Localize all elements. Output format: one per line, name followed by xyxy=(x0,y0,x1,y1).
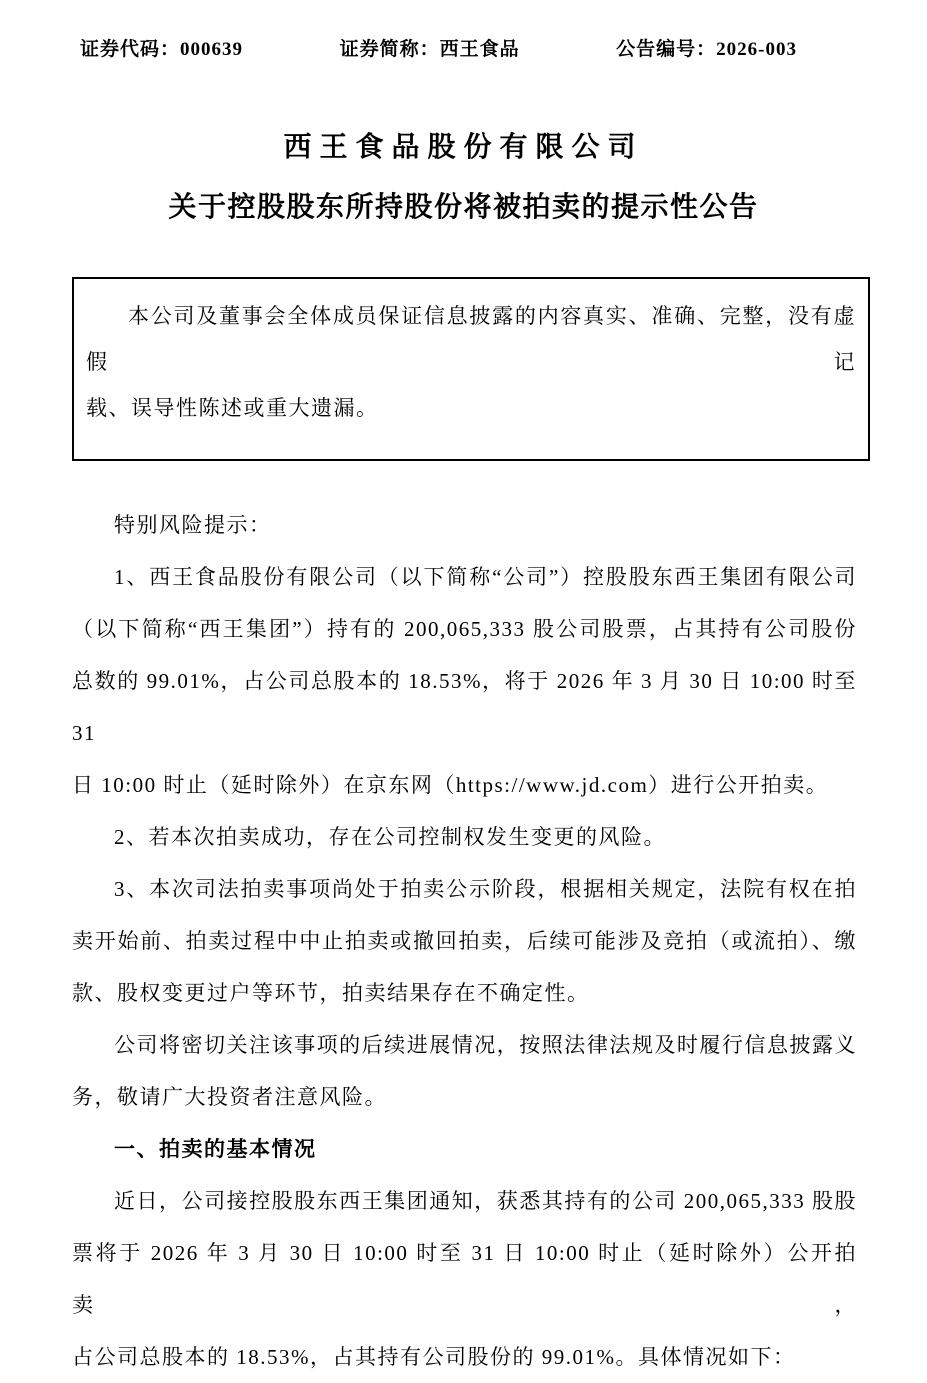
risk-item-3-line-1: 3、本次司法拍卖事项尚处于拍卖公示阶段，根据相关规定，法院有权在拍 xyxy=(114,877,857,901)
document-header xyxy=(80,34,797,61)
risk-item-3 xyxy=(72,863,857,1019)
risk-item-1-line-1: 1、西王食品股份有限公司（以下简称“公司”）控股股东西王集团有限公司 xyxy=(114,565,857,589)
announcement-page xyxy=(0,34,927,1369)
risk-item-1 xyxy=(72,551,857,811)
section-heading-1-line-1: 一、拍卖的基本情况 xyxy=(114,1137,317,1161)
section-heading-1 xyxy=(72,1123,857,1175)
risk-item-2-line-1: 2、若本次拍卖成功，存在公司控制权发生变更的风险。 xyxy=(114,825,666,849)
stock-code: 证券代码：000639 xyxy=(80,39,244,60)
follow-up-statement-line-1: 公司将密切关注该事项的后续进展情况，按照法律法规及时履行信息披露义 xyxy=(114,1033,857,1057)
document-body xyxy=(72,499,857,1383)
disclaimer-line-2: 载、误导性陈述或重大遗漏。 xyxy=(86,396,379,420)
special-risk-label-line-1: 特别风险提示： xyxy=(114,513,272,537)
risk-item-1-line-2: （以下简称“西王集团”）持有的 200,065,333 股公司股票，占其持有公司股份 xyxy=(72,617,857,641)
follow-up-statement-line-2: 务，敬请广大投资者注意风险。 xyxy=(72,1085,387,1109)
risk-item-2 xyxy=(72,811,857,863)
stock-name: 证券简称：西王食品 xyxy=(339,39,520,60)
follow-up-statement xyxy=(72,1019,857,1123)
company-title: 西王食品股份有限公司 xyxy=(283,132,644,163)
auction-basic-info-line-2: 票将于 2026 年 3 月 30 日 10:00 时至 31 日 10:00 时止（延时除外）公开拍卖， xyxy=(72,1241,857,1317)
announcement-title: 关于控股股东所持股份将被拍卖的提示性公告 xyxy=(168,192,759,223)
disclaimer-box xyxy=(72,277,870,461)
risk-item-1-line-4: 日 10:00 时止（延时除外）在京东网（https://www.jd.com）进行公开拍卖。 xyxy=(72,773,829,797)
risk-item-3-line-2: 卖开始前、拍卖过程中中止拍卖或撤回拍卖，后续可能涉及竞拍（或流拍）、缴 xyxy=(72,929,857,953)
risk-item-1-line-3: 总数的 99.01%，占公司总股本的 18.53%，将于 2026 年 3 月 30 日 10:00 时至 31 xyxy=(72,669,857,745)
notice-number: 公告编号：2026-003 xyxy=(616,39,797,60)
auction-basic-info-line-1: 近日，公司接控股股东西王集团通知，获悉其持有的公司 200,065,333 股股 xyxy=(114,1189,857,1213)
auction-basic-info-line-3: 占公司总股本的 18.53%，占其持有公司股份的 99.01%。具体情况如下： xyxy=(72,1345,796,1369)
risk-item-3-line-3: 款、股权变更过户等环节，拍卖结果存在不确定性。 xyxy=(72,981,590,1005)
auction-basic-info xyxy=(72,1175,857,1383)
special-risk-label xyxy=(72,499,857,551)
disclaimer-line-1: 本公司及董事会全体成员保证信息披露的内容真实、准确、完整，没有虚假记 xyxy=(86,304,856,374)
